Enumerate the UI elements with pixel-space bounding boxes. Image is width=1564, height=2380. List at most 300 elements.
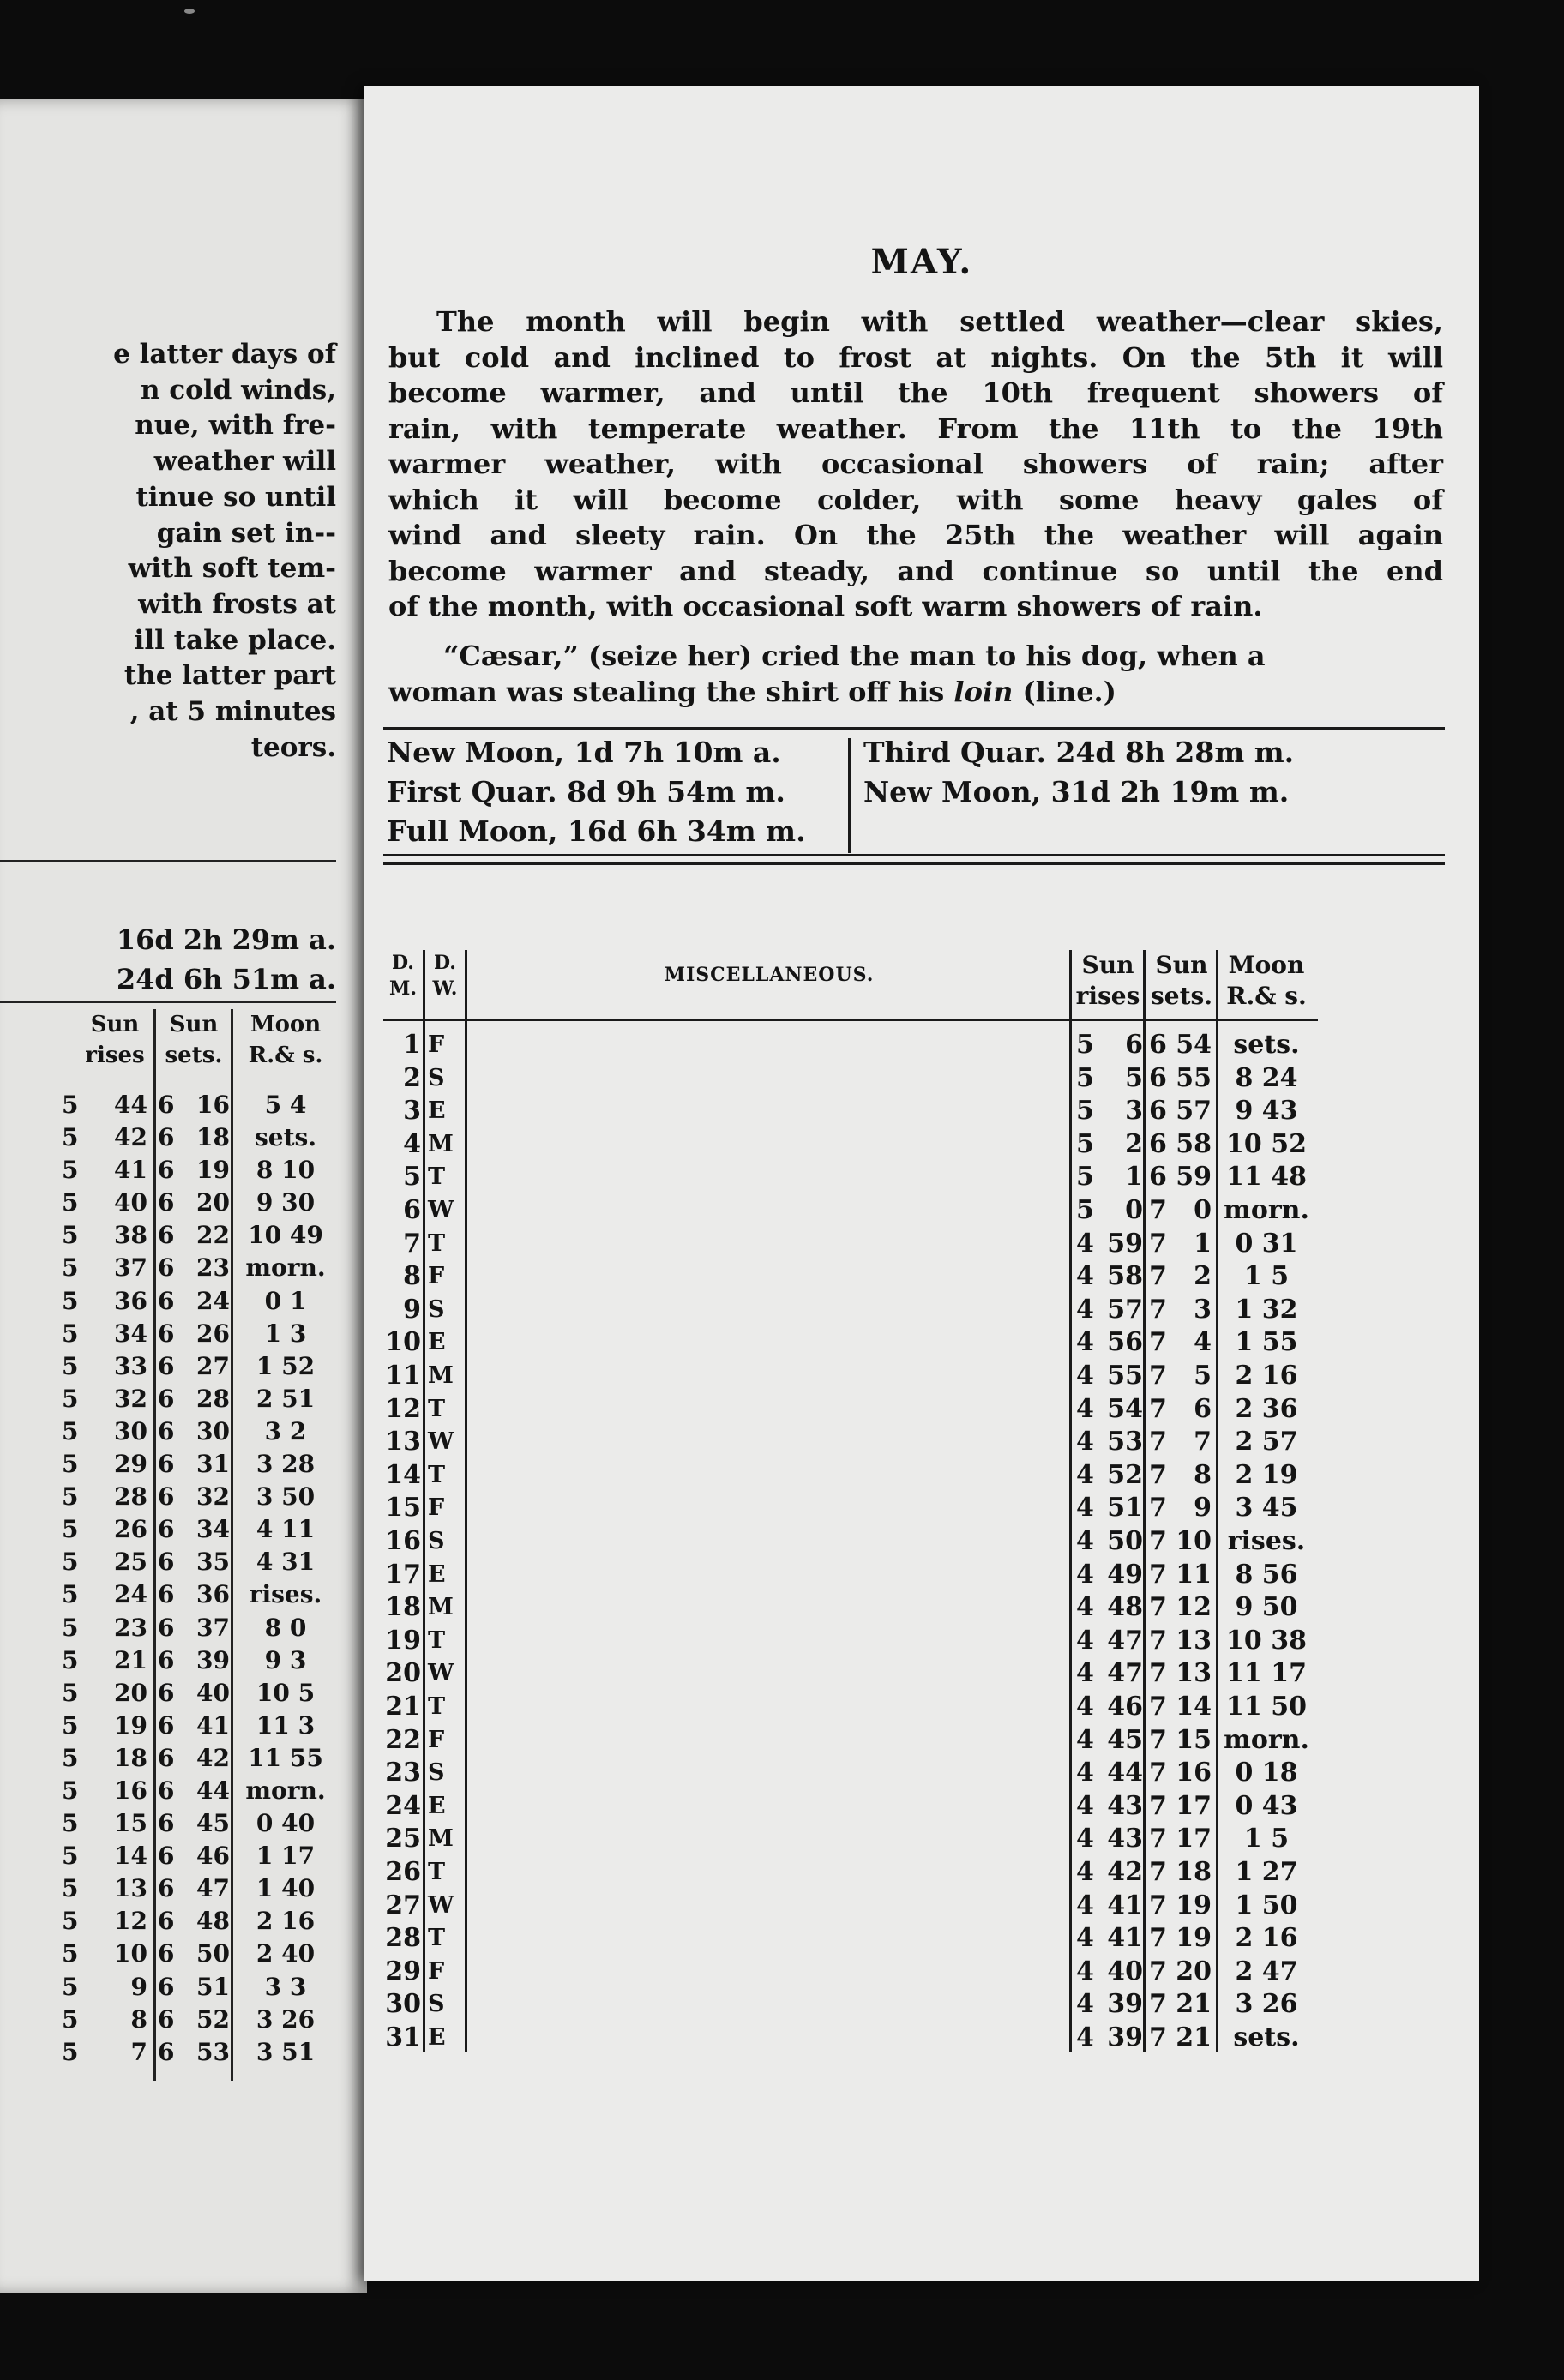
previous-page-row — [62, 1187, 336, 1219]
day-of-month: 8 — [403, 1261, 421, 1292]
table-row — [383, 1095, 1445, 1128]
header-rule — [383, 1019, 1318, 1021]
previous-page — [0, 99, 367, 2293]
sunrise-minute: 30 — [114, 1416, 147, 1445]
sunrise-minute: 21 — [114, 1645, 147, 1674]
moon-rise-set: 9 50 — [1235, 1592, 1298, 1623]
day-of-month: 31 — [385, 2022, 421, 2052]
sunrise-minute: 36 — [114, 1286, 147, 1315]
sunset-minute: 3 — [1194, 1294, 1212, 1325]
sunset-minute: 9 — [1194, 1493, 1212, 1524]
sunrise-minute: 15 — [114, 1809, 147, 1838]
sunset-hour: 7 — [1149, 1294, 1167, 1325]
table-row — [383, 1228, 1445, 1261]
table-row — [383, 1525, 1445, 1559]
sunset-minute: 28 — [196, 1384, 230, 1413]
sunrise-minute: 40 — [1107, 1956, 1143, 1986]
header-moon: Moon R.& s. — [1226, 951, 1307, 1010]
sunset-hour: 6 — [158, 1678, 175, 1707]
sunrise-hour: 5 — [62, 1450, 79, 1479]
sunset-minute: 20 — [1176, 1956, 1212, 1986]
day-of-week: E — [428, 1097, 446, 1125]
sunset-hour: 7 — [1149, 1526, 1167, 1556]
sunrise-minute: 50 — [1107, 1526, 1143, 1556]
sunset-hour: 6 — [1149, 1062, 1167, 1093]
forecast-line: The month will begin with settled weather—clear skies, — [436, 305, 1443, 338]
day-of-month: 30 — [385, 1989, 421, 2020]
sunrise-hour: 5 — [62, 1842, 79, 1871]
sunset-hour: 6 — [158, 1450, 175, 1479]
sunset-hour: 6 — [158, 1842, 175, 1871]
anecdote-line: “Cæsar,” (seize her) cried the man to his dog, when a — [443, 640, 1266, 672]
sunset-hour: 6 — [158, 1319, 175, 1348]
previous-page-moon-phases — [0, 920, 336, 999]
moon-rise-set: 2 16 — [1235, 1923, 1298, 1954]
sunset-minute: 47 — [196, 1874, 230, 1903]
day-of-month: 26 — [385, 1857, 421, 1887]
day-of-month: 24 — [385, 1790, 421, 1821]
sunrise-hour: 4 — [1076, 1294, 1094, 1325]
moon-rise-set: sets. — [1233, 1030, 1300, 1060]
sunrise-hour: 4 — [1076, 1692, 1094, 1722]
sunset-hour: 7 — [1149, 1989, 1167, 2020]
moon-rise-set: 11 55 — [248, 1743, 323, 1772]
moon-rise-set: 3 50 — [256, 1482, 316, 1512]
moon-rise-set: 11 48 — [1226, 1162, 1307, 1193]
sunrise-hour: 5 — [62, 1743, 79, 1772]
previous-page-row — [62, 1742, 336, 1775]
previous-page-row — [62, 1219, 336, 1252]
table-row — [383, 1757, 1445, 1790]
sunrise-minute: 14 — [114, 1842, 147, 1871]
sunset-minute: 35 — [196, 1548, 230, 1577]
day-of-week: M — [428, 1594, 454, 1621]
header-sun-sets: Sun sets. — [165, 1012, 223, 1068]
sunrise-minute: 42 — [1107, 1857, 1143, 1887]
table-row — [383, 1890, 1445, 1923]
sunrise-minute: 9 — [130, 1972, 147, 2001]
sunrise-hour: 5 — [62, 1678, 79, 1707]
moon-rise-set: 0 40 — [256, 1809, 316, 1838]
moon-rise-set: 1 17 — [256, 1842, 316, 1871]
sunrise-hour: 5 — [62, 1286, 79, 1315]
previous-page-row — [62, 1415, 336, 1448]
table-row — [383, 1724, 1445, 1758]
sunrise-minute: 2 — [1125, 1128, 1143, 1159]
sunrise-minute: 53 — [1107, 1427, 1143, 1457]
sunrise-hour: 5 — [62, 1221, 79, 1250]
day-of-month: 18 — [385, 1592, 421, 1623]
previous-page-row — [62, 1775, 336, 1807]
sunset-hour: 6 — [158, 1939, 175, 1968]
table-row — [383, 1326, 1445, 1360]
sunset-hour: 7 — [1149, 1857, 1167, 1887]
sunrise-minute: 12 — [114, 1907, 147, 1936]
moon-rise-set: morn. — [245, 1253, 326, 1283]
table-row — [383, 1294, 1445, 1327]
sunrise-minute: 34 — [114, 1319, 147, 1348]
sunrise-hour: 5 — [62, 1972, 79, 2001]
sunrise-hour: 5 — [62, 2037, 79, 2066]
sunset-hour: 7 — [1149, 1559, 1167, 1590]
day-of-month: 29 — [385, 1956, 421, 1986]
sunrise-minute: 41 — [1107, 1890, 1143, 1920]
sunrise-hour: 4 — [1076, 1658, 1094, 1689]
sunrise-hour: 5 — [1076, 1162, 1094, 1193]
sunset-hour: 7 — [1149, 1592, 1167, 1623]
sunset-minute: 59 — [1176, 1162, 1212, 1193]
previous-page-row — [62, 1971, 336, 2004]
sunset-hour: 6 — [158, 1188, 175, 1217]
day-of-week: W — [428, 1891, 454, 1919]
sunset-minute: 31 — [196, 1450, 230, 1479]
sunrise-hour: 4 — [1076, 1459, 1094, 1490]
previous-page-row — [62, 1546, 336, 1578]
previous-page-row — [62, 1938, 336, 1970]
header-sun-sets: Sun sets. — [1150, 951, 1213, 1010]
sunrise-hour: 5 — [62, 1515, 79, 1544]
sunrise-minute: 6 — [1125, 1030, 1143, 1060]
sunset-minute: 17 — [1176, 1790, 1212, 1821]
table-row — [383, 1459, 1445, 1493]
sunset-hour: 6 — [158, 1286, 175, 1315]
day-of-month: 25 — [385, 1824, 421, 1854]
forecast-line: warmer weather, with occasional showers of rain; after — [388, 448, 1443, 480]
previous-page-table-header — [79, 1009, 336, 1078]
previous-page-row — [62, 1677, 336, 1710]
forecast-line: rain, with temperate weather. From the 11th to the 19th — [388, 412, 1443, 445]
previous-page-row — [62, 1840, 336, 1872]
sunrise-hour: 4 — [1076, 1890, 1094, 1920]
sunrise-minute: 20 — [114, 1678, 147, 1707]
day-of-month: 13 — [385, 1427, 421, 1457]
day-of-month: 20 — [385, 1658, 421, 1689]
table-row — [383, 1260, 1445, 1294]
sunset-minute: 15 — [1176, 1724, 1212, 1755]
sunset-hour: 6 — [158, 1548, 175, 1577]
moon-rise-set: 10 52 — [1226, 1128, 1307, 1159]
sunrise-hour: 4 — [1076, 1956, 1094, 1986]
table-row — [383, 1922, 1445, 1956]
sunrise-hour: 5 — [1076, 1128, 1094, 1159]
previous-page-rule — [0, 860, 336, 862]
sunrise-minute: 46 — [1107, 1692, 1143, 1722]
table-row — [383, 2022, 1445, 2055]
sunrise-minute: 29 — [114, 1450, 147, 1479]
moon-rise-set: morn. — [1224, 1724, 1309, 1755]
column-divider — [231, 1009, 233, 2081]
sunrise-minute: 59 — [1107, 1228, 1143, 1259]
table-row — [383, 1559, 1445, 1592]
day-of-week: F — [428, 1494, 445, 1522]
sunrise-hour: 4 — [1076, 1758, 1094, 1788]
previous-page-line: e latter days of — [113, 339, 336, 370]
sunrise-hour: 4 — [1076, 1327, 1094, 1358]
sunrise-hour: 4 — [1076, 1559, 1094, 1590]
anecdote-line: woman was stealing the shirt off his loin (line.) — [388, 675, 1116, 708]
previous-page-row — [62, 1513, 336, 1546]
previous-page-line: with frosts at — [138, 588, 336, 620]
section-rule — [383, 727, 1445, 730]
moon-phase: Third Quar. 24d 8h 28m m. — [863, 736, 1295, 769]
day-of-week: T — [428, 1461, 446, 1488]
previous-page-line: teors. — [250, 731, 336, 763]
sunset-hour: 7 — [1149, 1228, 1167, 1259]
moon-rise-set: 1 27 — [1235, 1857, 1298, 1887]
moon-rise-set: 1 32 — [1235, 1294, 1298, 1325]
day-of-month: 5 — [403, 1162, 421, 1193]
sunset-minute: 23 — [196, 1253, 230, 1283]
day-of-week: T — [428, 1693, 446, 1720]
moon-rise-set: 1 52 — [256, 1351, 316, 1380]
day-of-week: S — [428, 1064, 445, 1091]
moon-phases-divider — [848, 738, 851, 853]
previous-page-line: , at 5 minutes — [129, 696, 336, 728]
sunrise-hour: 4 — [1076, 1724, 1094, 1755]
sunset-hour: 7 — [1149, 1625, 1167, 1656]
table-row — [383, 1062, 1445, 1096]
previous-page-row — [62, 1350, 336, 1383]
sunset-minute: 13 — [1176, 1625, 1212, 1656]
sunrise-minute: 23 — [114, 1613, 147, 1642]
sunset-minute: 55 — [1176, 1062, 1212, 1093]
moon-rise-set: sets. — [1233, 2022, 1300, 2052]
sunrise-hour: 4 — [1076, 1625, 1094, 1656]
sunset-hour: 6 — [158, 1515, 175, 1544]
moon-rise-set: 3 51 — [256, 2037, 316, 2066]
sunrise-minute: 55 — [1107, 1361, 1143, 1391]
sunset-hour: 7 — [1149, 1790, 1167, 1821]
day-of-week: S — [428, 1295, 445, 1323]
header-sun-rises: Sun rises — [85, 1012, 145, 1068]
sunset-hour: 7 — [1149, 1493, 1167, 1524]
day-of-week: F — [428, 1031, 445, 1058]
sunset-minute: 24 — [196, 1286, 230, 1315]
sunset-hour: 7 — [1149, 1890, 1167, 1920]
sunrise-hour: 4 — [1076, 1790, 1094, 1821]
previous-page-moon-line: 24d 6h 51m a. — [116, 963, 336, 995]
sunset-minute: 37 — [196, 1613, 230, 1642]
sunset-minute: 54 — [1176, 1030, 1212, 1060]
sunrise-minute: 10 — [114, 1939, 147, 1968]
sunrise-minute: 8 — [130, 2004, 147, 2034]
sunrise-hour: 5 — [62, 1710, 79, 1740]
sunrise-minute: 33 — [114, 1351, 147, 1380]
day-of-week: W — [428, 1428, 454, 1456]
sunset-hour: 6 — [158, 1809, 175, 1838]
sunset-hour: 7 — [1149, 1692, 1167, 1722]
page-title: MAY. — [870, 242, 973, 282]
sunset-minute: 44 — [196, 1776, 230, 1805]
sunrise-hour: 5 — [62, 1776, 79, 1805]
sunrise-hour: 5 — [62, 1253, 79, 1283]
anecdote — [388, 639, 1443, 710]
sunrise-minute: 48 — [1107, 1592, 1143, 1623]
moon-rise-set: 0 1 — [264, 1286, 307, 1315]
sunrise-hour: 5 — [1076, 1195, 1094, 1225]
moon-rise-set: 1 3 — [264, 1319, 307, 1348]
sunrise-hour: 5 — [1076, 1062, 1094, 1093]
previous-page-line: ill take place. — [134, 624, 336, 656]
sunset-minute: 6 — [1194, 1393, 1212, 1424]
sunrise-minute: 41 — [114, 1156, 147, 1185]
sunset-minute: 39 — [196, 1645, 230, 1674]
day-of-month: 19 — [385, 1625, 421, 1656]
sunset-minute: 51 — [196, 1972, 230, 2001]
day-of-week: E — [428, 2024, 446, 2051]
day-of-week: F — [428, 1726, 445, 1753]
moon-rise-set: 10 49 — [248, 1221, 323, 1250]
sunrise-hour: 4 — [1076, 1393, 1094, 1424]
header-miscellaneous: MISCELLANEOUS. — [664, 964, 875, 986]
previous-page-rule — [0, 1001, 336, 1003]
sunrise-minute: 43 — [1107, 1790, 1143, 1821]
table-row — [383, 1161, 1445, 1194]
moon-rise-set: 8 24 — [1235, 1062, 1298, 1093]
moon-rise-set: 11 17 — [1226, 1658, 1307, 1689]
sunset-minute: 58 — [1176, 1128, 1212, 1159]
sunset-hour: 6 — [158, 1416, 175, 1445]
sunrise-minute: 0 — [1125, 1195, 1143, 1225]
almanac-page — [364, 86, 1479, 2281]
moon-rise-set: 5 4 — [264, 1091, 307, 1119]
previous-page-line: gain set in-- — [156, 517, 336, 549]
sunset-hour: 6 — [158, 1776, 175, 1805]
previous-page-moon-line: 16d 2h 29m a. — [116, 923, 336, 956]
sunset-hour: 6 — [158, 2004, 175, 2034]
day-of-week: F — [428, 1263, 445, 1290]
day-of-month: 6 — [403, 1195, 421, 1225]
moon-rise-set: rises. — [249, 1580, 322, 1609]
sunrise-hour: 5 — [62, 1939, 79, 1968]
day-of-month: 1 — [403, 1030, 421, 1060]
day-of-week: T — [428, 1163, 446, 1191]
sunset-hour: 6 — [158, 1874, 175, 1903]
table-row — [383, 1492, 1445, 1525]
sunrise-minute: 39 — [1107, 2022, 1143, 2052]
header-moon: Moon R.& s. — [248, 1012, 323, 1068]
sunrise-minute: 1 — [1125, 1162, 1143, 1193]
sunrise-hour: 5 — [62, 1613, 79, 1642]
sunset-hour: 7 — [1149, 1956, 1167, 1986]
previous-page-forecast — [0, 337, 336, 766]
table-row — [383, 1856, 1445, 1890]
sunrise-hour: 4 — [1076, 1261, 1094, 1292]
sunset-hour: 6 — [158, 1091, 175, 1119]
table-row — [383, 1691, 1445, 1724]
sunrise-hour: 4 — [1076, 1427, 1094, 1457]
day-of-week: M — [428, 1825, 454, 1853]
sunset-hour: 6 — [158, 1907, 175, 1936]
moon-phase: New Moon, 31d 2h 19m m. — [863, 775, 1290, 808]
moon-rise-set: 0 43 — [1235, 1790, 1298, 1821]
moon-rise-set: 2 16 — [1235, 1361, 1298, 1391]
sunset-minute: 22 — [196, 1221, 230, 1250]
header-day-of-week: D. W. — [432, 952, 458, 1000]
sunset-minute: 50 — [196, 1939, 230, 1968]
table-row — [383, 1988, 1445, 2022]
day-of-month: 12 — [385, 1393, 421, 1424]
sunrise-hour: 4 — [1076, 2022, 1094, 2052]
day-of-week: M — [428, 1362, 454, 1389]
table-row — [383, 1360, 1445, 1393]
day-of-month: 11 — [385, 1361, 421, 1391]
moon-phases-right — [863, 733, 1294, 812]
day-of-month: 9 — [403, 1294, 421, 1325]
sunset-hour: 6 — [158, 1743, 175, 1772]
sunset-minute: 32 — [196, 1482, 230, 1512]
previous-page-row — [62, 1481, 336, 1513]
sunrise-minute: 37 — [114, 1253, 147, 1283]
previous-page-line: with soft tem- — [128, 553, 336, 585]
moon-rise-set: 4 31 — [256, 1548, 316, 1577]
sunset-hour: 7 — [1149, 1724, 1167, 1755]
sunrise-minute: 43 — [1107, 1824, 1143, 1854]
sunset-hour: 6 — [1149, 1162, 1167, 1193]
sunset-minute: 46 — [196, 1842, 230, 1871]
sunrise-hour: 4 — [1076, 1526, 1094, 1556]
sunrise-minute: 52 — [1107, 1459, 1143, 1490]
sunrise-minute: 26 — [114, 1515, 147, 1544]
sunset-hour: 7 — [1149, 2022, 1167, 2052]
sunrise-minute: 28 — [114, 1482, 147, 1512]
sunrise-hour: 4 — [1076, 1493, 1094, 1524]
sunset-hour: 6 — [158, 1384, 175, 1413]
sunset-minute: 20 — [196, 1188, 230, 1217]
column-divider — [153, 1009, 156, 2081]
header-sun-rises: Sun rises — [1075, 951, 1140, 1010]
moon-rise-set: 3 2 — [264, 1416, 307, 1445]
day-of-month: 10 — [385, 1327, 421, 1358]
sunrise-hour: 5 — [62, 2004, 79, 2034]
forecast-line: become warmer and steady, and continue so until the end — [388, 554, 1443, 587]
moon-rise-set: 0 31 — [1235, 1228, 1298, 1259]
moon-rise-set: 2 16 — [256, 1907, 316, 1936]
sunrise-minute: 51 — [1107, 1493, 1143, 1524]
sunrise-hour: 5 — [62, 1548, 79, 1577]
day-of-month: 2 — [403, 1062, 421, 1093]
sunrise-hour: 4 — [1076, 1824, 1094, 1854]
sunrise-hour: 4 — [1076, 1228, 1094, 1259]
sunset-hour: 6 — [1149, 1030, 1167, 1060]
previous-page-row — [62, 1448, 336, 1481]
day-of-week: S — [428, 1759, 445, 1787]
previous-page-row — [62, 1612, 336, 1644]
previous-page-row — [62, 1872, 336, 1905]
day-of-week: E — [428, 1792, 446, 1819]
sunrise-minute: 32 — [114, 1384, 147, 1413]
sunrise-hour: 5 — [62, 1416, 79, 1445]
sunrise-minute: 45 — [1107, 1724, 1143, 1755]
sunset-minute: 16 — [1176, 1758, 1212, 1788]
sunset-minute: 13 — [1176, 1658, 1212, 1689]
sunset-minute: 19 — [1176, 1890, 1212, 1920]
moon-rise-set: 3 28 — [256, 1450, 316, 1479]
table-row — [383, 1790, 1445, 1824]
sunrise-minute: 47 — [1107, 1658, 1143, 1689]
previous-page-row — [62, 1578, 336, 1611]
sunrise-minute: 7 — [130, 2037, 147, 2066]
sunrise-minute: 41 — [1107, 1923, 1143, 1954]
sunset-minute: 2 — [1194, 1261, 1212, 1292]
sunrise-minute: 58 — [1107, 1261, 1143, 1292]
forecast-line: which it will become colder, with some heavy gales of — [388, 483, 1443, 516]
table-row — [383, 1393, 1445, 1427]
day-of-week: E — [428, 1560, 446, 1588]
table-row — [383, 1823, 1445, 1856]
forecast-line: become warmer, and until the 10th frequent showers of — [388, 376, 1443, 409]
moon-rise-set: 3 26 — [1235, 1989, 1298, 2020]
